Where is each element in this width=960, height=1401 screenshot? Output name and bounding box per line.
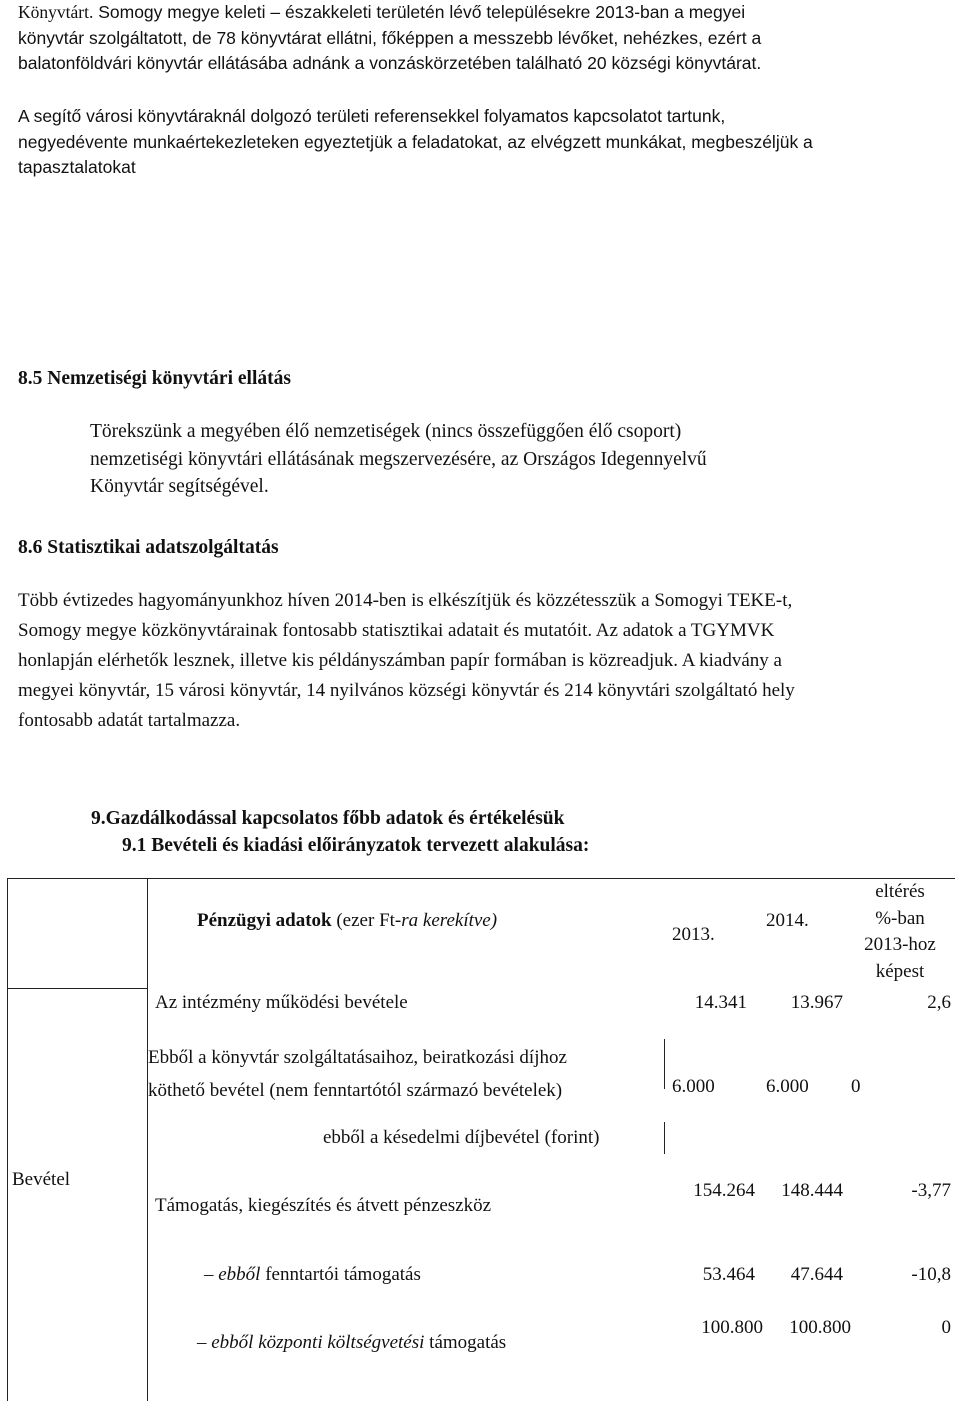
referents-paragraph <box>18 104 940 181</box>
row-6-label-italic: ebből központi költségvetési <box>211 1332 425 1353</box>
row-2-label-line-1: Ebből a könyvtár szolgáltatásaihoz, beiratkozási díjhoz <box>148 1047 567 1068</box>
row-2-label <box>148 1041 567 1107</box>
section-8-6-line-5: fontosabb adatát tartalmazza. <box>18 710 241 731</box>
row-3-label: ebből a késedelmi díjbevétel (forint) <box>323 1127 600 1148</box>
row-6-2013: 100.800 <box>701 1317 763 1338</box>
row-4-diff: -3,77 <box>911 1180 951 1201</box>
table-header-title-italic: ra kerekítve) <box>401 910 498 931</box>
table-side-divider <box>7 988 147 989</box>
table-header-diff-3: 2013-hoz <box>864 934 936 955</box>
row-3-label-divider <box>664 1122 665 1154</box>
table-header-diff-4: képest <box>875 960 925 982</box>
row-1-2013: 14.341 <box>694 992 747 1013</box>
row-2-diff: 0 <box>851 1076 861 1097</box>
section-9-1-heading: 9.1 Bevételi és kiadási előirányzatok tervezett alakulása: <box>122 835 590 856</box>
row-4-label: Támogatás, kiegészítés és átvett pénzeszköz <box>155 1195 492 1216</box>
row-1-2014: 13.967 <box>790 992 843 1013</box>
intro-line-3: balatonföldvári könyvtár ellátásába adnánk a vonzáskörzetében található 20 községi könyvtárat. <box>18 53 762 73</box>
row-1-label: Az intézmény működési bevétele <box>155 992 408 1013</box>
section-8-6-line-4: megyei könyvtár, 15 városi könyvtár, 14 nyilvános községi könyvtár és 214 könyvtári szolgáltató hely <box>18 680 795 701</box>
row-6-dash: – <box>197 1332 212 1353</box>
row-5-2013: 53.464 <box>702 1264 755 1285</box>
table-header-title-bold: Pénzügyi adatok <box>197 910 332 931</box>
section-8-5-line-1: Törekszünk a megyében élő nemzetiségek (nincs összefüggően élő csoport) <box>90 421 682 442</box>
table-top-border <box>7 878 955 879</box>
row-5-label <box>204 1262 421 1288</box>
row-2-label-divider <box>664 1039 665 1089</box>
row-5-dash: – <box>204 1264 219 1285</box>
section-8-6-body <box>18 586 940 736</box>
table-side-label: Bevétel <box>12 1169 71 1190</box>
intro-line-1: Somogy megye keleti – északkeleti területén lévő településekre 2013-ban a megyei <box>93 2 746 22</box>
table-header-title-normal: (ezer Ft- <box>331 910 402 931</box>
row-2-2014: 6.000 <box>766 1076 809 1097</box>
finance-table <box>7 878 955 1401</box>
row-4-2014: 148.444 <box>781 1180 843 1201</box>
intro-paragraph <box>18 0 940 77</box>
intro-line-2: könyvtár szolgáltatott, de 78 könyvtárat ellátni, főképpen a messzebb lévőket, nehézkes, ezért a <box>18 27 762 48</box>
row-5-label-normal: fenntartói támogatás <box>260 1264 421 1285</box>
table-header-title <box>197 908 497 934</box>
referents-line-2: negyedévente munkaértekezleteken egyeztetjük a feladatokat, az elvégzett munkákat, megbeszéljük a <box>18 131 813 152</box>
row-6-diff: 0 <box>941 1317 951 1338</box>
row-2-label-line-2: köthető bevétel (nem fenntartótól származó bevételek) <box>148 1080 563 1101</box>
section-8-6-heading: 8.6 Statisztikai adatszolgáltatás <box>18 537 279 558</box>
row-5-diff: -10,8 <box>911 1264 951 1285</box>
row-1-diff: 2,6 <box>927 992 951 1013</box>
section-8-6-line-3: honlapján elérhetők lesznek, illetve kis példányszámban papír formában is közreadjuk. A kiadvány a <box>18 650 782 671</box>
section-8-5-body <box>90 418 910 501</box>
table-header-2013: 2013. <box>672 924 715 945</box>
section-8-5-line-3: Könyvtár segítségével. <box>90 476 269 497</box>
table-label-column-divider <box>147 878 148 1401</box>
row-4-2013: 154.264 <box>693 1180 755 1201</box>
table-header-diff <box>845 879 955 985</box>
section-8-5-line-2: nemzetiségi könyvtári ellátásának megszervezésére, az Országos Idegennyelvű <box>90 448 707 470</box>
row-5-label-italic: ebből <box>218 1264 261 1285</box>
row-6-label <box>197 1330 506 1356</box>
referents-line-1: A segítő városi könyvtáraknál dolgozó területi referensekkel folyamatos kapcsolatot tartunk, <box>18 106 726 126</box>
row-6-label-normal: támogatás <box>424 1332 507 1353</box>
row-6-2014: 100.800 <box>789 1317 851 1338</box>
referents-line-3: tapasztalatokat <box>18 157 136 177</box>
section-9-heading: 9.Gazdálkodással kapcsolatos főbb adatok és értékelésük <box>91 808 565 829</box>
row-5-2014: 47.644 <box>790 1264 843 1285</box>
section-8-6-line-1: Több évtizedes hagyományunkhoz híven 2014-ben is elkészítjük és közzétesszük a Somogyi TEKE-t, <box>18 590 793 611</box>
row-2-2013: 6.000 <box>672 1076 715 1097</box>
section-8-5-heading: 8.5 Nemzetiségi könyvtári ellátás <box>18 368 291 389</box>
table-left-border <box>7 878 8 1401</box>
table-header-diff-2: %-ban <box>875 907 925 929</box>
intro-lead-word: Könyvtárt. <box>18 2 94 22</box>
table-header-diff-1: eltérés <box>875 881 925 902</box>
section-8-6-line-2: Somogy megye közkönyvtárainak fontosabb statisztikai adatait és mutatóit. Az adatok a TGYMVK <box>18 620 775 641</box>
table-header-2014: 2014. <box>766 910 809 931</box>
